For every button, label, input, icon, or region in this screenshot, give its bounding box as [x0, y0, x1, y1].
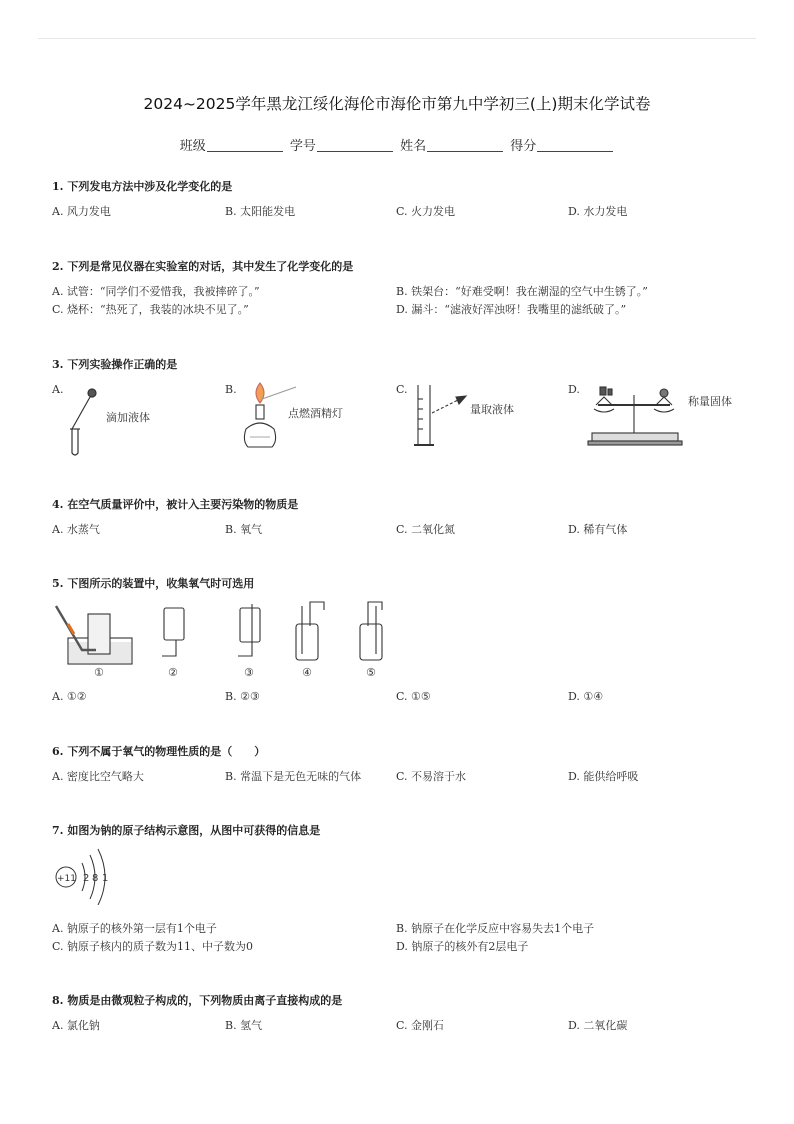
question-stem: 5. 下图所示的装置中，收集氧气时可选用	[52, 577, 255, 590]
option-d[interactable]: D. 能供给呼吸	[568, 770, 639, 783]
option-c[interactable]: C. 金刚石	[396, 1019, 445, 1032]
field-name-blank[interactable]	[427, 139, 503, 152]
label-weigh-solid: 称量固体	[688, 395, 732, 408]
question-3	[52, 357, 752, 467]
top-rule	[38, 38, 756, 39]
dropper-diagram	[62, 383, 182, 459]
option-a[interactable]: A. 钠原子的核外第一层有1个电子	[52, 922, 217, 935]
question-stem: 1. 下列发电方法中涉及化学变化的是	[52, 180, 233, 193]
student-info-line	[0, 135, 794, 154]
option-a[interactable]: A. 风力发电	[52, 205, 111, 218]
option-b[interactable]: B. 铁架台：“好难受啊！我在潮湿的空气中生锈了。”	[396, 285, 648, 298]
question-stem: 8. 物质是由微观粒子构成的，下列物质由离子直接构成的是	[52, 994, 343, 1007]
field-id-blank[interactable]	[317, 139, 393, 152]
option-d[interactable]: D. 漏斗：“滤液好浑浊呀！我嘴里的滤纸破了。”	[396, 303, 627, 316]
option-c[interactable]: C. 钠原子核内的质子数为11、中子数为0	[52, 940, 254, 953]
option-d[interactable]: D. 钠原子的核外有2层电子	[396, 940, 529, 953]
page-title: 2024~2025学年黑龙江绥化海伦市海伦市第九中学初三(上)期末化学试卷	[143, 95, 651, 113]
shell-2-electrons: 8	[92, 873, 99, 884]
label-drop-liquid: 滴加液体	[106, 411, 150, 424]
option-a[interactable]: A.	[52, 383, 64, 396]
option-b[interactable]: B. 氢气	[225, 1019, 263, 1032]
option-c[interactable]: C. 烧杯：“热死了，我装的冰块不见了。”	[52, 303, 249, 316]
label-measure-liquid: 量取液体	[470, 403, 514, 416]
option-c[interactable]: C. 二氧化氮	[396, 523, 456, 536]
device-label-2: ②	[168, 666, 178, 679]
question-8	[52, 993, 752, 1033]
field-score-blank[interactable]	[537, 139, 613, 152]
option-d[interactable]: D. ①④	[568, 690, 604, 703]
question-5	[52, 576, 752, 706]
option-a[interactable]: A. 密度比空气略大	[52, 770, 144, 783]
option-b[interactable]: B. 常温下是无色无味的气体	[225, 770, 362, 783]
field-name-label: 姓名	[400, 139, 427, 154]
option-c[interactable]: C. ①⑤	[396, 690, 431, 703]
option-a[interactable]: A. 氯化钠	[52, 1019, 100, 1032]
label-light-lamp: 点燃酒精灯	[288, 407, 343, 420]
question-stem: 2. 下列是常见仪器在实验室的对话，其中发生了化学变化的是	[52, 260, 354, 273]
field-class-label: 班级	[179, 139, 206, 154]
field-class-blank[interactable]	[207, 139, 283, 152]
question-6	[52, 744, 752, 784]
field-score-label: 得分	[510, 139, 537, 154]
question-4	[52, 497, 752, 537]
option-d[interactable]: D. 二氧化碳	[568, 1019, 628, 1032]
alcohol-lamp-diagram	[238, 379, 378, 459]
option-c[interactable]: C. 火力发电	[396, 205, 456, 218]
balance-diagram	[584, 375, 754, 459]
question-stem: 3. 下列实验操作正确的是	[52, 358, 178, 371]
option-a[interactable]: A. ①②	[52, 690, 87, 703]
option-b[interactable]: B. ②③	[225, 690, 260, 703]
question-stem: 6. 下列不属于氧气的物理性质的是（ ）	[52, 745, 266, 758]
option-d[interactable]: D. 水力发电	[568, 205, 628, 218]
device-label-1: ①	[94, 666, 104, 679]
question-stem: 7. 如图为钠的原子结构示意图，从图中可获得的信息是	[52, 824, 321, 837]
device-label-4: ④	[302, 666, 312, 679]
option-b[interactable]: B. 钠原子在化学反应中容易失去1个电子	[396, 922, 595, 935]
option-b[interactable]: B. 太阳能发电	[225, 205, 296, 218]
option-d[interactable]: D.	[568, 383, 580, 396]
question-7	[52, 823, 752, 959]
question-1	[52, 179, 752, 219]
shell-3-electrons: 1	[102, 873, 109, 884]
field-id-label: 学号	[289, 139, 316, 154]
option-a[interactable]: A. 试管：“同学们不爱惜我，我被摔碎了。”	[52, 285, 260, 298]
sodium-atom-diagram	[52, 841, 122, 905]
option-b[interactable]: B. 氧气	[225, 523, 263, 536]
option-d[interactable]: D. 稀有气体	[568, 523, 628, 536]
option-b[interactable]: B.	[225, 383, 237, 396]
question-stem: 4. 在空气质量评价中，被计入主要污染物的物质是	[52, 498, 299, 511]
question-2	[52, 259, 752, 319]
measuring-cylinder-diagram	[412, 379, 542, 459]
option-c[interactable]: C. 不易溶于水	[396, 770, 467, 783]
nucleus-label: +11	[57, 874, 76, 884]
gas-collection-devices	[52, 598, 412, 680]
device-label-3: ③	[244, 666, 254, 679]
option-c[interactable]: C.	[396, 383, 408, 396]
device-label-5: ⑤	[366, 666, 376, 679]
shell-1-electrons: 2	[83, 873, 90, 884]
option-a[interactable]: A. 水蒸气	[52, 523, 100, 536]
